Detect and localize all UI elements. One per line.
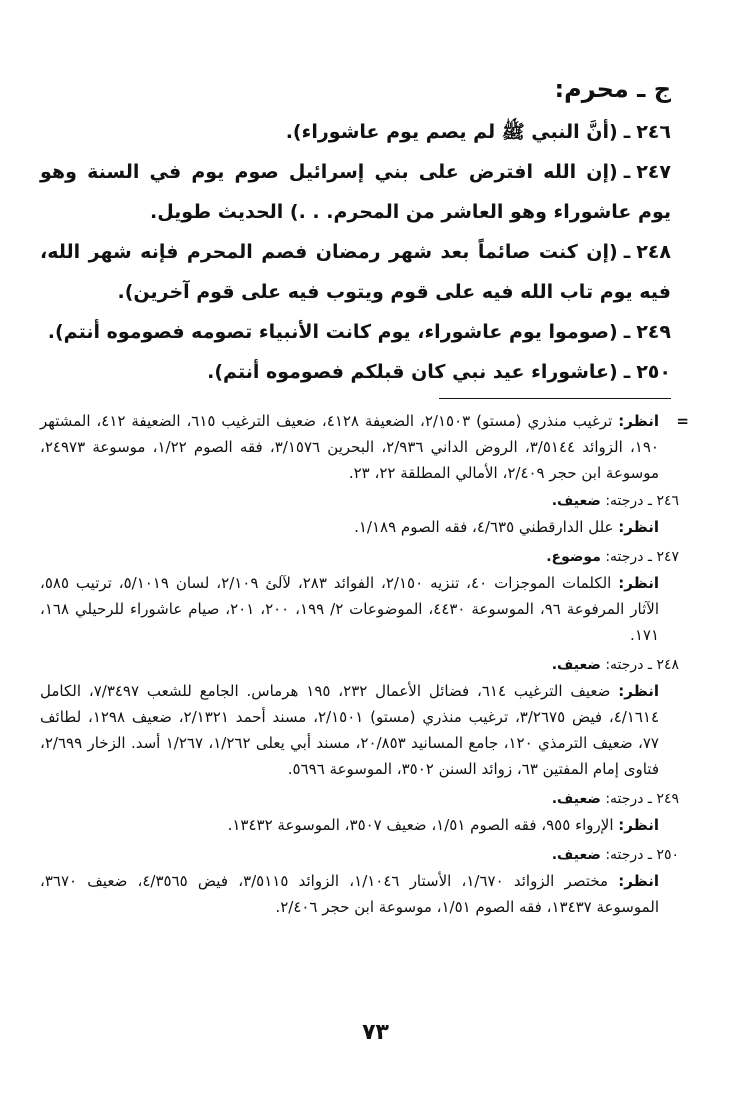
grade-value: ضعيف.	[551, 657, 601, 673]
hadith-250: ٢٥٠ـ(عاشوراء عيد نبي كان قبلكم فصوموه أنتم).	[207, 361, 671, 383]
ref-text: مختصر الزوائد ١/٦٧٠، الأستار ١/١٠٤٦، الزوائد ٣/٥١١٥، فيض ٤/٣٥٦٥، ضعيف ٣٦٧٠، الموسوعة ١٣٤٣٧، فقه الصوم ١/٥١، موسوعة ابن حجر ٢/٤٠٦.	[40, 872, 659, 916]
grade-label: ـ درجته:	[605, 493, 652, 509]
footnote-continuation	[40, 408, 689, 486]
page-number: ٧٣	[362, 1020, 389, 1045]
footnote-number: ٢٤٨	[656, 657, 679, 673]
ref-label: انظر:	[618, 412, 659, 430]
ref-text: الإرواء ٩٥٥، فقه الصوم ١/٥١، ضعيف ٣٥٠٧، الموسوعة ١٣٤٣٢.	[227, 816, 614, 834]
grade-value: ضعيف.	[551, 847, 601, 863]
grade-value: ضعيف.	[551, 791, 601, 807]
hadith-number: ٢٤٩	[636, 321, 671, 343]
footnote-number: ٢٤٧	[656, 549, 679, 565]
hadith-249: ٢٤٩ـ(صوموا يوم عاشوراء، يوم كانت الأنبياء تصومه فصوموه أنتم).	[47, 321, 671, 343]
ref-text: الكلمات الموجزات ٤٠، تنزيه ٢/١٥٠، الفوائد ٢٨٣، لآلئ ٢/١٠٩، لسان ٥/١٠١٩، ترتيب ٥٨٥، الآثار المرفوعة ٩٦، الموسوعة ٤٤٣٠، الموضوعات ٢/ ١٩٩، ٢٠٠، ٢٠١، صيام عاشوراء للرحيلي ١٦٨، ١٧١.	[40, 574, 659, 644]
footnote-246	[40, 488, 679, 540]
footnote-249	[40, 786, 679, 838]
ref-text: ترغيب منذري (مستو) ٢/١٥٠٣، الضعيفة ٤١٢٨، ضعيف الترغيب ٦١٥، الضعيفة ٤١٢، المشتهر ١٩٠، الزوائد ٣/٥١٤٤، الروض الداني ٢/٩٣٦، البحرين ٣/١٥٧٦، فقه الصوم ١/٢٢، موسوعة ٢٤٩٧٣، موسوعة ابن حجر ٢/٤٠٩، الأمالي المطلقة ٢٢، ٢٣.	[40, 412, 659, 482]
footnote-separator	[439, 398, 671, 399]
footnote-number: ٢٤٩	[656, 791, 679, 807]
grade-label: ـ درجته:	[605, 549, 652, 565]
ref-label: انظر:	[618, 682, 659, 700]
hadith-247: ٢٤٧ـ(إن الله افترض على بني إسرائيل صوم يوم في السنة وهو يوم عاشوراء وهو العاشر من المحرم. . .) الحديث طويل.	[40, 161, 671, 223]
hadith-text: (أنَّ النبي ﷺ لم يصم يوم عاشوراء).	[285, 121, 618, 143]
hadith-text: (صوموا يوم عاشوراء، يوم كانت الأنبياء تصومه فصوموه أنتم).	[47, 321, 618, 343]
section-title: ج ـ محرم:	[554, 75, 671, 103]
grade-label: ـ درجته:	[605, 657, 652, 673]
continuation-marker: =	[676, 412, 689, 430]
grade-label: ـ درجته:	[605, 847, 652, 863]
main-text	[40, 72, 671, 392]
ref-label: انظر:	[618, 574, 659, 592]
hadith-number: ٢٤٦	[636, 121, 671, 143]
grade-label: ـ درجته:	[605, 791, 652, 807]
ref-label: انظر:	[618, 518, 659, 536]
hadith-text: (إن الله افترض على بني إسرائيل صوم يوم في السنة وهو يوم عاشوراء وهو العاشر من المحرم. . .) الحديث طويل.	[40, 161, 671, 223]
footnote-number: ٢٥٠	[656, 847, 679, 863]
hadith-number: ٢٤٧	[636, 161, 671, 183]
hadith-text: (عاشوراء عيد نبي كان قبلكم فصوموه أنتم).	[207, 361, 618, 383]
footnotes	[40, 408, 689, 924]
ref-label: انظر:	[618, 872, 660, 890]
ref-text: علل الدارقطني ٤/٦٣٥، فقه الصوم ١/١٨٩.	[354, 518, 614, 536]
footnote-247	[40, 544, 679, 648]
hadith-number: ٢٤٨	[636, 241, 671, 263]
hadith-248: ٢٤٨ـ(إن كنت صائماً بعد شهر رمضان فصم المحرم فإنه شهر الله، فيه يوم تاب الله فيه على قوم ويتوب فيه على قوم آخرين).	[40, 241, 671, 303]
hadith-number: ٢٥٠	[636, 361, 671, 383]
footnote-248	[40, 652, 679, 782]
ref-label: انظر:	[618, 816, 659, 834]
hadith-text: (إن كنت صائماً بعد شهر رمضان فصم المحرم فإنه شهر الله، فيه يوم تاب الله فيه على قوم ويتوب فيه على قوم آخرين).	[40, 241, 671, 303]
ref-text: ضعيف الترغيب ٦١٤، فضائل الأعمال ٢٣٢، ١٩٥ هرماس. الجامع للشعب ٧/٣٤٩٧، الكامل ٤/١٦١٤، فيض ٣/٢٦٧٥، ترغيب منذري (مستو) ٢/١٥٠١، مسند أحمد ٢/١٣٢١، ضعيف ١٢٩٨، لطائف ٧٧، ضعيف الترمذي ١٢٠، جامع المسانيد ٢٠/٨٥٣، مسند أبي يعلى ١/٢٦٢، ١/٢٦٧ أسد. الزخار ٢/٦٩٩، فتاوى إمام المفتين ٦٣، زوائد السنن ٣٥٠٢، الموسوعة ٥٦٩٦.	[40, 682, 660, 778]
footnote-number: ٢٤٦	[656, 493, 679, 509]
hadith-246: ٢٤٦ـ(أنَّ النبي ﷺ لم يصم يوم عاشوراء).	[285, 121, 671, 143]
footnote-250	[40, 842, 679, 920]
grade-value: ضعيف.	[551, 493, 601, 509]
grade-value: موضوع.	[546, 549, 601, 565]
